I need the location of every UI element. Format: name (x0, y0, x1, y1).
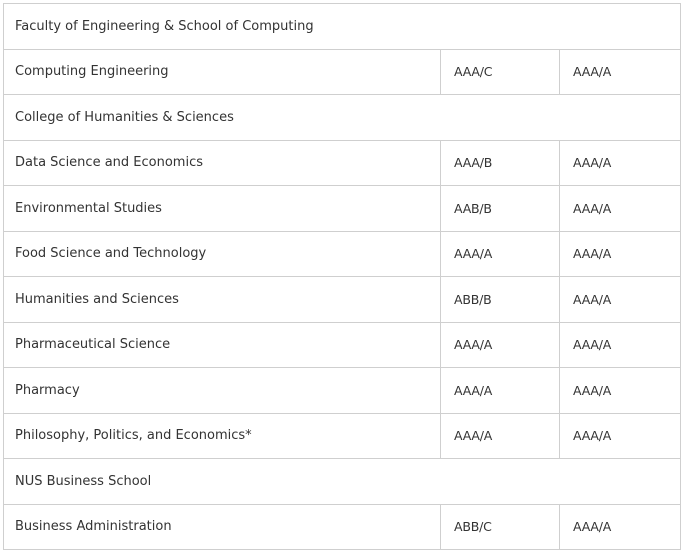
programme-name: Pharmaceutical Science (4, 322, 441, 368)
table-row (4, 231, 681, 277)
section-label: Faculty of Engineering & School of Computing (4, 4, 681, 50)
grade-cell-1: ABB/C (441, 504, 560, 550)
grade-cell-1: AAA/C (441, 49, 560, 95)
programme-name: Data Science and Economics (4, 140, 441, 186)
grade-cell-2: AAA/A (560, 49, 681, 95)
table-row (4, 49, 681, 95)
grade-cell-2: AAA/A (560, 413, 681, 459)
table-row (4, 140, 681, 186)
grade-cell-2: AAA/A (560, 140, 681, 186)
programme-name: Food Science and Technology (4, 231, 441, 277)
table-row (4, 368, 681, 414)
grade-cell-1: AAA/A (441, 368, 560, 414)
table-row (4, 504, 681, 550)
grade-cell-2: AAA/A (560, 231, 681, 277)
grade-cell-1: AAA/A (441, 322, 560, 368)
programme-name: Computing Engineering (4, 49, 441, 95)
programme-name: Pharmacy (4, 368, 441, 414)
grade-cell-2: AAA/A (560, 277, 681, 323)
section-row-business-school (4, 459, 681, 505)
programme-name: Humanities and Sciences (4, 277, 441, 323)
grade-cell-2: AAA/A (560, 322, 681, 368)
grade-cell-1: ABB/B (441, 277, 560, 323)
table-row (4, 186, 681, 232)
grade-cell-1: AAB/B (441, 186, 560, 232)
table-row (4, 322, 681, 368)
programme-name: Environmental Studies (4, 186, 441, 232)
grade-cell-1: AAA/A (441, 231, 560, 277)
grade-cell-2: AAA/A (560, 368, 681, 414)
section-label: NUS Business School (4, 459, 681, 505)
section-row-humanities-sciences (4, 95, 681, 141)
grades-table (3, 3, 681, 550)
table-row (4, 413, 681, 459)
grade-cell-2: AAA/A (560, 186, 681, 232)
grade-cell-1: AAA/B (441, 140, 560, 186)
section-row-engineering-computing (4, 4, 681, 50)
programme-name: Business Administration (4, 504, 441, 550)
section-label: College of Humanities & Sciences (4, 95, 681, 141)
table-row (4, 277, 681, 323)
grade-cell-2: AAA/A (560, 504, 681, 550)
programme-name: Philosophy, Politics, and Economics* (4, 413, 441, 459)
grade-cell-1: AAA/A (441, 413, 560, 459)
